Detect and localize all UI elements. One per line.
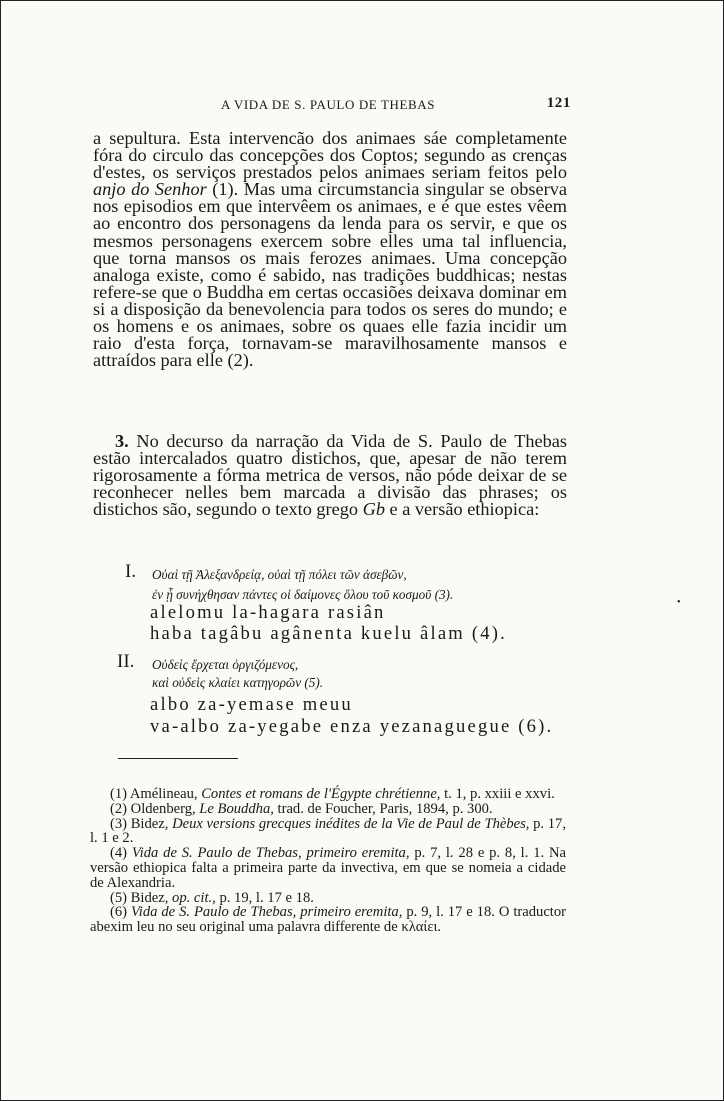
note-title: Vida de S. Paulo de Thebas, primeiro eremita, (131, 845, 410, 862)
note-text: p. 17, l. 1 e 2. (90, 815, 567, 847)
note-text: (2) Oldenberg, (110, 800, 200, 817)
paragraph-text: e a versão ethiopica: (384, 499, 540, 520)
margin-dot: • (677, 597, 681, 608)
note-text: (4) (110, 845, 132, 862)
greek-line: ἐν ᾗ συνήχθησαν πάντες οἱ δαίμονες ὅλου τοῦ κοσμοῦ (3). (152, 587, 454, 602)
note-text: (3) Bidez, (110, 815, 173, 832)
note-text: p. 9, l. 17 e 18. O traductor abexim leu no seu original uma palavra differente de (90, 904, 567, 936)
greek-word: κλαίει. (401, 919, 442, 936)
footnote-rule (118, 758, 238, 759)
paragraph-text: No decurso da narração da Vida de S. Paulo de Thebas estão intercalados quatro distichos, que, apesar de não terem rigorosamente a fórma metrica de versos, não póde deixar de se reconhecer nelles bem marcada a divisão das phrases; os distichos são, segundo o texto grego (93, 431, 567, 520)
note-text: p. 7, l. 28 e p. 8, l. 1. Na versão ethiopica falta a primeira parte da invectiva, em que se nomeia a cidade de Alexandria. (90, 845, 566, 891)
ethiopic-transliteration: albo za-yemase meuu (150, 694, 353, 715)
note-title: Le Bouddha, (199, 800, 274, 817)
footnotes (90, 787, 566, 935)
section-number: 3. (115, 431, 129, 451)
italic-phrase: anjo do Senhor (93, 179, 207, 200)
paragraph-text: a sepultura. Esta intervencão dos animaes sáe completamente fóra do circulo das concepções dos Coptos; segundo as crenças d'estes, os serviços prestados pelos animaes seriam feitos pelo (93, 128, 567, 183)
greek-line: Οὐδεὶς ἔρχεται ὀργιζόμενος, (152, 657, 299, 672)
page-number: 121 (546, 95, 571, 111)
greek-line: Οὐαὶ τῇ Ἀλεξανδρείᾳ, οὐαὶ τῇ πόλει τῶν ἀσεβῶν, (152, 567, 407, 582)
ethiopic-transliteration: va-albo za-yegabe enza yezanaguegue (6). (150, 716, 554, 737)
greek-line: καὶ οὐδεὶς κλαίει κατηγορῶν (5). (152, 675, 324, 690)
note-title: Contes et romans de l'Égypte chrétienne, (201, 786, 441, 802)
note-text: t. 1, p. xxiii e xxvi. (440, 786, 555, 802)
note-text: p. 19, l. 17 e 18. (215, 889, 314, 906)
ethiopic-transliteration: alelomu la-hagara rasiân (150, 602, 386, 623)
note-text: (6) (110, 904, 131, 921)
footnote-2 (90, 802, 566, 817)
running-title: A VIDA DE S. PAULO DE THEBAS (221, 97, 436, 112)
note-text: (5) Bidez, (110, 889, 173, 906)
footnote-5 (90, 891, 566, 906)
note-title: Vida de S. Paulo de Thebas, primeiro eremita, (130, 904, 403, 921)
distich-number: II. (117, 651, 135, 672)
note-title: Deux versions grecques inédites de la Vie de Paul de Thèbes, (172, 815, 530, 832)
note-text: (1) Amélineau, (110, 786, 202, 802)
paragraph-distichs (93, 433, 567, 518)
paragraph-animals (93, 130, 567, 369)
ethiopic-transliteration: haba tagâbu agânenta kuelu âlam (4). (150, 623, 507, 644)
note-title: op. cit., (172, 889, 216, 906)
italic-siglum: Gb (362, 499, 385, 520)
distich-number: I. (125, 561, 137, 582)
footnote-1 (90, 787, 566, 802)
note-text: trad. de Foucher, Paris, 1894, p. 300. (273, 800, 493, 817)
footnote-3 (90, 817, 566, 847)
footnote-6 (90, 905, 566, 935)
footnote-4 (90, 846, 566, 890)
paragraph-text: (1). Mas uma circumstancia singular se observa nos episodios em que intervêem os animaes, e é que estes vêem ao encontro dos personagens da lenda para os servir, e que os mesmos personagens exercem sobre elles uma tal influencia, que torna mansos os mais ferozes animaes. Uma concepção analoga existe, como é sabido, nas tradições buddhicas; nestas refere-se que o Buddha em certas occasiões deixava dominar em si a disposição da benevolencia para todos os seres do mundo; e os homens e os animaes, sobre os quaes elle fazia incidir um raio d'esta força, tornavam-se maravilhosamente mansos e attraídos para elle (2). (93, 179, 568, 371)
